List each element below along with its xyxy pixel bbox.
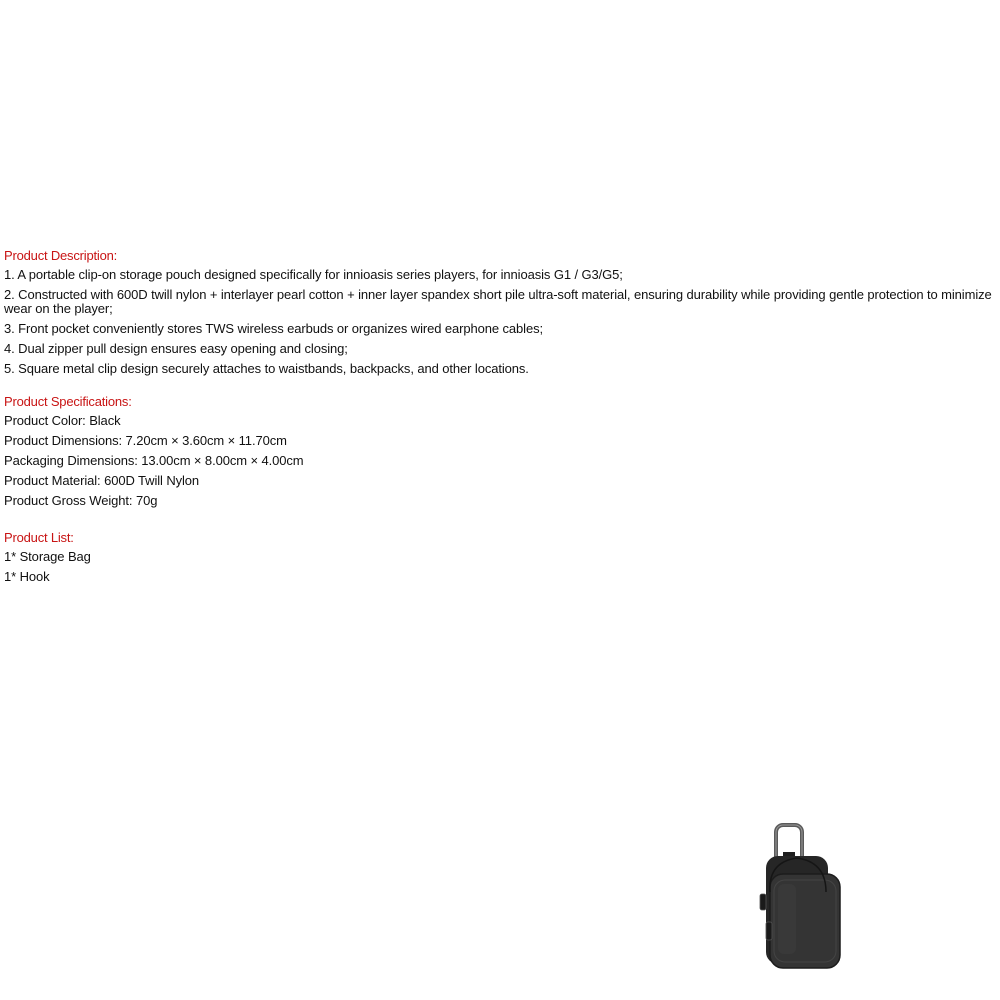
section-spacer xyxy=(4,511,1000,529)
description-item-4: 4. Dual zipper pull design ensures easy opening and closing; xyxy=(4,341,348,356)
description-item-2: 2. Constructed with 600D twill nylon + interlayer pearl cotton + inner layer spandex short pile ultra-soft material, ensuring durability while providing gentle protection to minimize wear on the player; xyxy=(4,287,992,316)
product-specifications-heading: Product Specifications: xyxy=(4,394,132,409)
product-list-heading: Product List: xyxy=(4,530,74,545)
storage-pouch-icon xyxy=(748,822,848,972)
description-item-5: 5. Square metal clip design securely attaches to waistbands, backpacks, and other locations. xyxy=(4,361,529,376)
description-item-1: 1. A portable clip-on storage pouch designed specifically for innioasis series players, for innioasis G1 / G3/G5; xyxy=(4,267,623,282)
list-item-hook: 1* Hook xyxy=(4,569,50,584)
list-item-storage-bag: 1* Storage Bag xyxy=(4,549,91,564)
spec-item-weight: Product Gross Weight: 70g xyxy=(4,493,158,508)
section-spacer xyxy=(4,379,1000,393)
description-item-3: 3. Front pocket conveniently stores TWS wireless earbuds or organizes wired earphone cables; xyxy=(4,321,543,336)
product-description-heading: Product Description: xyxy=(4,248,118,263)
product-details xyxy=(4,247,1000,587)
spec-item-material: Product Material: 600D Twill Nylon xyxy=(4,473,200,488)
spec-item-color: Product Color: Black xyxy=(4,413,121,428)
spec-item-packaging: Packaging Dimensions: 13.00cm × 8.00cm × 4.00cm xyxy=(4,453,304,468)
spec-item-dimensions: Product Dimensions: 7.20cm × 3.60cm × 11.70cm xyxy=(4,433,287,448)
